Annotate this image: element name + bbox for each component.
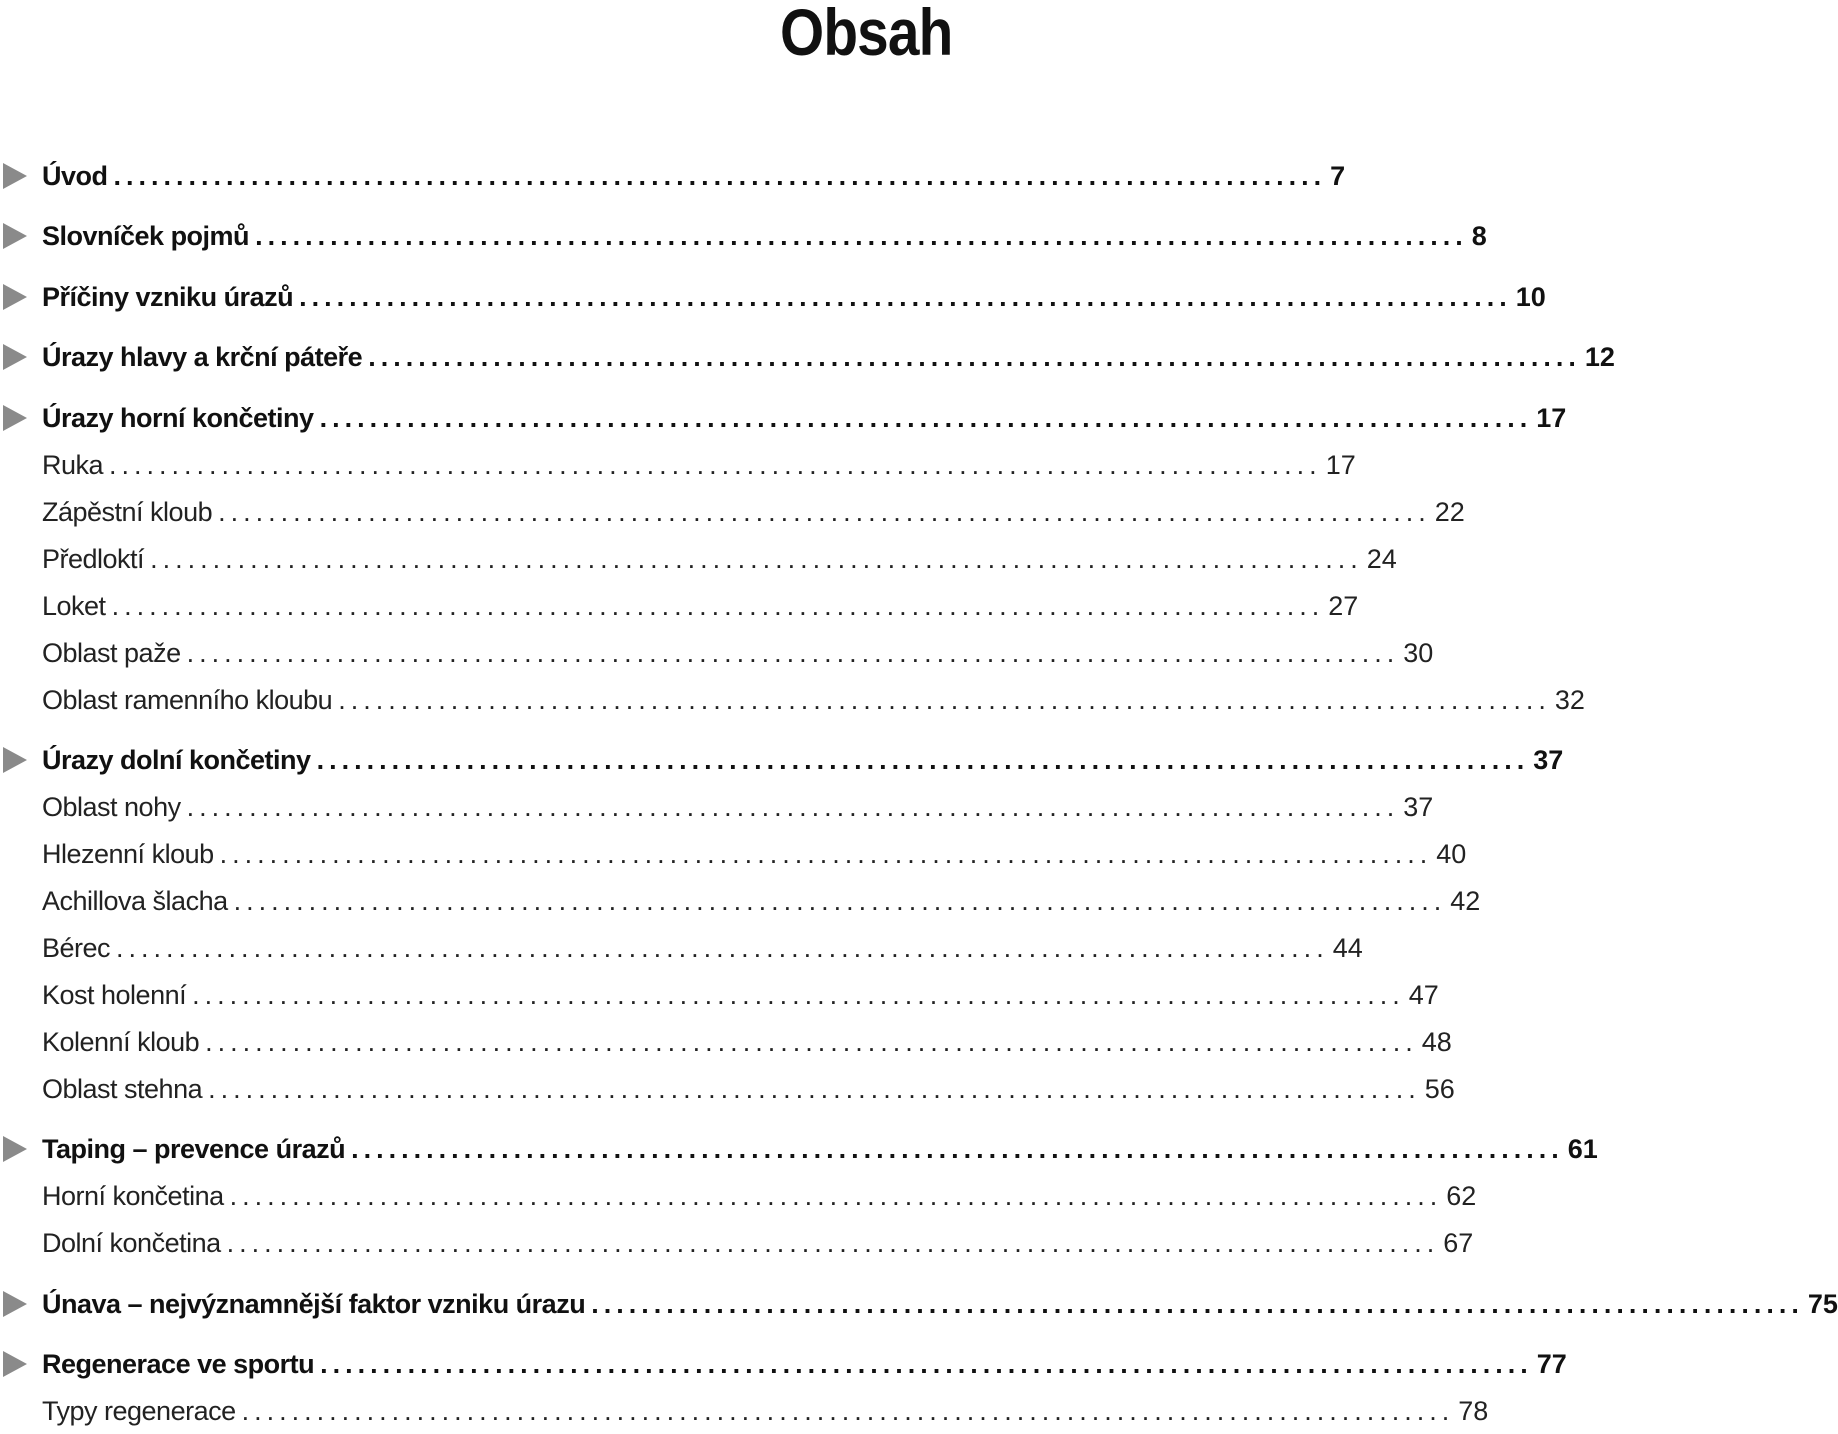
toc-entry-title: Únava – nejvýznamnější faktor vzniku úrazu <box>42 1289 586 1319</box>
toc-page-number: 48 <box>1421 1027 1452 1057</box>
dot-leader: ................................................................................................. <box>241 1396 1455 1426</box>
toc-page-number: 56 <box>1424 1074 1455 1104</box>
dot-leader: ................................................................................................. <box>111 591 1325 621</box>
toc-section-row[interactable] <box>0 1393 1489 1433</box>
triangle-bullet-icon <box>3 1351 27 1377</box>
dot-leader: ................................................................................................. <box>299 282 1512 312</box>
toc-chapter-row[interactable] <box>0 742 1564 782</box>
toc-page-number: 47 <box>1408 980 1439 1010</box>
dot-leader: ................................................................................................. <box>233 886 1447 916</box>
toc-entry-title: Úrazy hlavy a krční páteře <box>42 342 363 372</box>
toc-entry-title: Oblast paže <box>42 638 181 668</box>
toc-chapter-row[interactable] <box>0 1346 1567 1386</box>
dot-leader: ................................................................................................. <box>229 1181 1443 1211</box>
toc-entry-title: Taping – prevence úrazů <box>42 1134 346 1164</box>
dot-leader: ................................................................................................. <box>186 792 1400 822</box>
toc-page-number: 32 <box>1554 685 1585 715</box>
toc-page-number: 10 <box>1515 282 1546 312</box>
toc-page-number: 8 <box>1471 221 1487 251</box>
dot-leader: ................................................................................................. <box>192 980 1405 1010</box>
toc-page-number: 12 <box>1584 342 1615 372</box>
toc-entry-title: Achillova šlacha <box>42 886 228 916</box>
triangle-bullet-icon <box>3 344 27 370</box>
triangle-bullet-icon <box>3 747 27 773</box>
page-title: Obsah <box>779 0 952 69</box>
toc-page-number: 77 <box>1536 1349 1567 1379</box>
toc-page-number: 22 <box>1434 497 1465 527</box>
dot-leader: ................................................................................................. <box>208 1074 1421 1104</box>
toc-entry-title: Oblast ramenního kloubu <box>42 685 333 715</box>
toc-entry-title: Příčiny vzniku úrazů <box>42 282 294 312</box>
toc-page-number: 17 <box>1325 450 1356 480</box>
toc-page-number: 67 <box>1443 1228 1474 1258</box>
triangle-bullet-icon <box>3 1136 27 1162</box>
triangle-bullet-icon <box>3 284 27 310</box>
toc-chapter-row[interactable] <box>0 339 1615 379</box>
toc-page-number: 78 <box>1458 1396 1489 1426</box>
toc-chapter-row[interactable] <box>0 1131 1598 1171</box>
toc-section-row[interactable] <box>0 1071 1455 1111</box>
toc-section-row[interactable] <box>0 836 1467 876</box>
toc-page-number: 42 <box>1450 886 1481 916</box>
toc-entry-title: Úrazy dolní končetiny <box>42 745 311 775</box>
toc-entry-title: Úrazy horní končetiny <box>42 403 314 433</box>
toc-entry-title: Úvod <box>42 161 108 191</box>
dot-leader: ................................................................................................. <box>113 161 1327 191</box>
toc-entry-title: Horní končetina <box>42 1181 224 1211</box>
toc-section-row[interactable] <box>0 635 1434 675</box>
toc-page-number: 27 <box>1328 591 1359 621</box>
toc-page-number: 37 <box>1403 792 1434 822</box>
dot-leader: ................................................................................................. <box>351 1134 1564 1164</box>
toc-chapter-row[interactable] <box>0 400 1567 440</box>
toc-entry-title: Kolenní kloub <box>42 1027 200 1057</box>
toc-section-row[interactable] <box>0 930 1363 970</box>
toc-entry-title: Kost holenní <box>42 980 187 1010</box>
toc-entry-title: Typy regenerace <box>42 1396 236 1426</box>
toc-page-number: 17 <box>1536 403 1567 433</box>
toc-entry-title: Ruka <box>42 450 104 480</box>
toc-section-row[interactable] <box>0 789 1434 829</box>
dot-leader: ................................................................................................. <box>226 1228 1440 1258</box>
toc-section-row[interactable] <box>0 682 1585 722</box>
toc-section-row[interactable] <box>0 494 1465 534</box>
toc-chapter-row[interactable] <box>0 1286 1838 1326</box>
toc-section-row[interactable] <box>0 977 1439 1017</box>
dot-leader: ................................................................................................. <box>150 544 1363 574</box>
toc-entry-title: Slovníček pojmů <box>42 221 250 251</box>
toc-section-row[interactable] <box>0 541 1397 581</box>
toc-page-number: 7 <box>1330 161 1346 191</box>
dot-leader: ................................................................................................. <box>316 745 1530 775</box>
toc-entry-title: Oblast nohy <box>42 792 181 822</box>
dot-leader: ................................................................................................. <box>338 685 1551 715</box>
toc-section-row[interactable] <box>0 883 1481 923</box>
toc-entry-title: Bérec <box>42 933 111 963</box>
toc-chapter-row[interactable] <box>0 279 1546 319</box>
toc-page-number: 30 <box>1403 638 1434 668</box>
toc-page-number: 37 <box>1533 745 1564 775</box>
toc-entry-title: Předloktí <box>42 544 145 574</box>
dot-leader: ................................................................................................. <box>205 1027 1418 1057</box>
dot-leader: ................................................................................................. <box>218 497 1431 527</box>
dot-leader: ................................................................................................. <box>109 450 1322 480</box>
toc-section-row[interactable] <box>0 1024 1452 1064</box>
toc-chapter-row[interactable] <box>0 218 1487 258</box>
toc-page-number: 62 <box>1446 1181 1477 1211</box>
toc-section-row[interactable] <box>0 447 1356 487</box>
triangle-bullet-icon <box>3 405 27 431</box>
dot-leader: ................................................................................................. <box>319 403 1533 433</box>
triangle-bullet-icon <box>3 1291 27 1317</box>
dot-leader: ................................................................................................. <box>368 342 1581 372</box>
toc-page-number: 44 <box>1332 933 1363 963</box>
toc-chapter-row[interactable] <box>0 158 1346 198</box>
toc-entry-title: Dolní končetina <box>42 1228 221 1258</box>
toc-entry-title: Oblast stehna <box>42 1074 203 1104</box>
toc-section-row[interactable] <box>0 1225 1474 1265</box>
dot-leader: ................................................................................................. <box>116 933 1329 963</box>
dot-leader: ................................................................................................. <box>591 1289 1804 1319</box>
toc-page-number: 61 <box>1567 1134 1598 1164</box>
toc-entry-title: Hlezenní kloub <box>42 839 214 869</box>
triangle-bullet-icon <box>3 223 27 249</box>
dot-leader: ................................................................................................. <box>255 221 1468 251</box>
dot-leader: ................................................................................................. <box>219 839 1433 869</box>
toc-entry-title: Regenerace ve sportu <box>42 1349 315 1379</box>
dot-leader: ................................................................................................. <box>320 1349 1533 1379</box>
triangle-bullet-icon <box>3 163 27 189</box>
dot-leader: ................................................................................................. <box>186 638 1400 668</box>
toc-section-row[interactable] <box>0 1178 1477 1218</box>
toc-entry-title: Loket <box>42 591 106 621</box>
toc-page-number: 75 <box>1807 1289 1838 1319</box>
toc-page-number: 24 <box>1366 544 1397 574</box>
toc-section-row[interactable] <box>0 588 1359 628</box>
toc-page-number: 40 <box>1436 839 1467 869</box>
toc-entry-title: Zápěstní kloub <box>42 497 213 527</box>
